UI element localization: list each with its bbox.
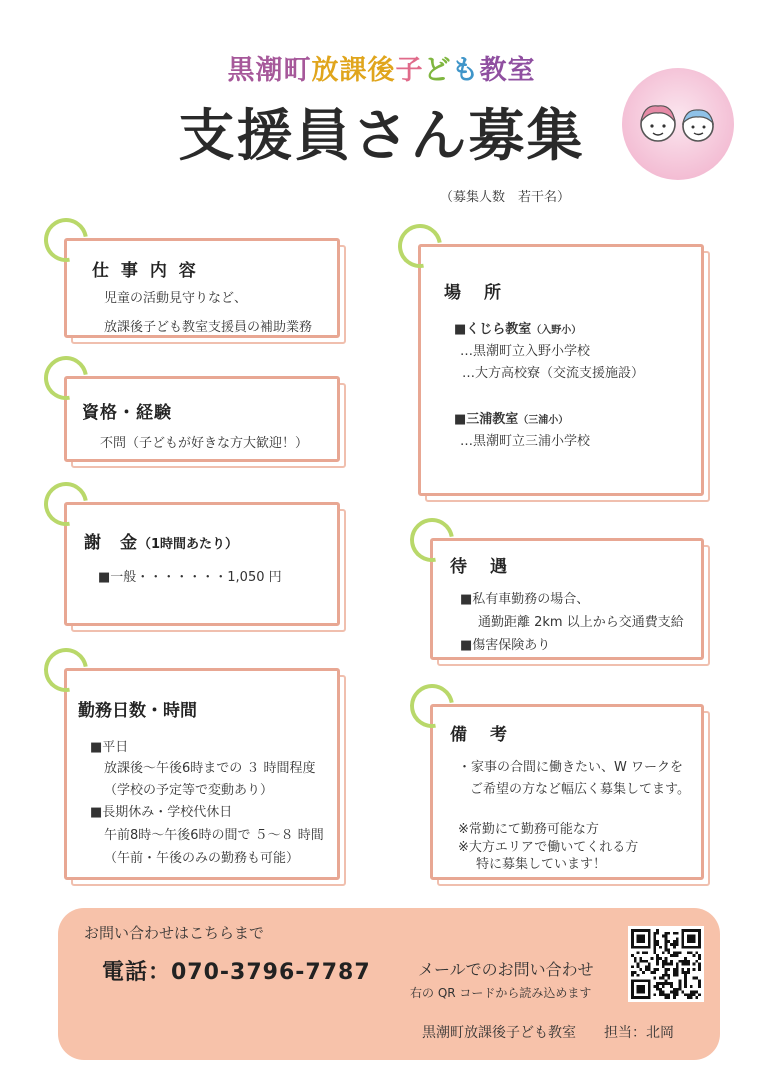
qr-instruction: 右の QR コードから読み込めます [410, 986, 592, 1000]
notes-line: ※大方エリアで働いてくれる方 [458, 840, 639, 855]
place-kujira [454, 318, 581, 337]
schedule-line: 午前8時～午後6時の間で ５～８ 時間 [104, 828, 324, 843]
work-content-line: 児童の活動見守りなど、 [104, 291, 248, 306]
treatment-line: ■私有車勤務の場合、 [460, 592, 590, 607]
schedule-line: ■長期休み・学校代休日 [90, 805, 233, 820]
place-miura-label: ■三浦教室 [454, 412, 519, 427]
qualification-line: 不問（子どもが好きな方大歓迎！） [100, 436, 309, 451]
notes-line: ※常勤にて勤務可能な方 [458, 822, 599, 837]
pay-heading-text: 謝 金 [84, 533, 138, 553]
contact-heading: お問い合わせはこちらまで [84, 924, 265, 942]
boy-face-icon [683, 110, 713, 141]
place-line: …大方高校寮（交流支援施設） [462, 366, 645, 381]
qr-code-icon[interactable] [628, 926, 704, 1002]
page-title: 支援員さん募集 [178, 104, 585, 169]
girl-face-icon [641, 106, 675, 141]
schedule-line: （学校の予定等で変動あり） [104, 783, 274, 798]
schedule-line: 放課後～午後6時までの ３ 時間程度 [104, 761, 316, 776]
place-kujira-note: （入野小） [531, 325, 582, 336]
treatment-line: 通勤距離 2km 以上から交通費支給 [478, 615, 684, 630]
place-miura [454, 408, 568, 427]
notes-line: 特に募集しています！ [476, 857, 607, 872]
children-face-illustration [620, 66, 736, 182]
place-kujira-label: ■くじら教室 [454, 322, 532, 337]
schedule-heading: 勤務日数・時間 [78, 701, 197, 721]
mail-inquiry-label: メールでのお問い合わせ [418, 960, 594, 979]
notes-line: ・家事の合間に働きたい、W ワークを [458, 760, 683, 775]
notes-line: ご希望の方など幅広く募集してます。 [470, 782, 690, 797]
recruit-count: （募集人数 若干名） [440, 190, 571, 205]
pay-line: ■一般・・・・・・・1,050 円 [98, 570, 282, 585]
treatment-heading: 待 遇 [450, 557, 510, 577]
place-miura-note: （三浦小） [518, 415, 569, 426]
work-content-line: 放課後子ども教室支援員の補助業務 [104, 320, 313, 335]
notes-heading: 備 考 [450, 725, 510, 745]
work-content-heading: 仕 事 内 容 [92, 261, 199, 281]
schedule-line: ■平日 [90, 740, 129, 755]
subtitle-part: 放課後 [311, 55, 396, 86]
place-line: …黒潮町立三浦小学校 [460, 434, 591, 449]
schedule-line: （午前・午後のみの勤務も可能） [104, 851, 300, 866]
phone-number[interactable]: 電話：070-3796-7787 [102, 960, 371, 985]
qr-code-graphic [631, 929, 701, 999]
treatment-line: ■傷害保険あり [460, 638, 551, 653]
pay-box [64, 502, 340, 626]
pay-heading [84, 528, 238, 553]
place-line: …黒潮町立入野小学校 [460, 344, 591, 359]
pay-heading-note: （1時間あたり） [138, 537, 239, 552]
subtitle-part: も [451, 55, 480, 86]
subtitle-part: 黒潮町 [227, 55, 312, 86]
qualification-heading: 資格・経験 [82, 403, 172, 423]
subtitle-part: 教室 [479, 55, 536, 86]
subtitle-part: ど [423, 55, 452, 86]
organization-contact: 黒潮町放課後子ども教室 担当：北岡 [422, 1025, 674, 1041]
subtitle-part: 子 [395, 55, 424, 86]
place-heading: 場 所 [444, 283, 504, 303]
